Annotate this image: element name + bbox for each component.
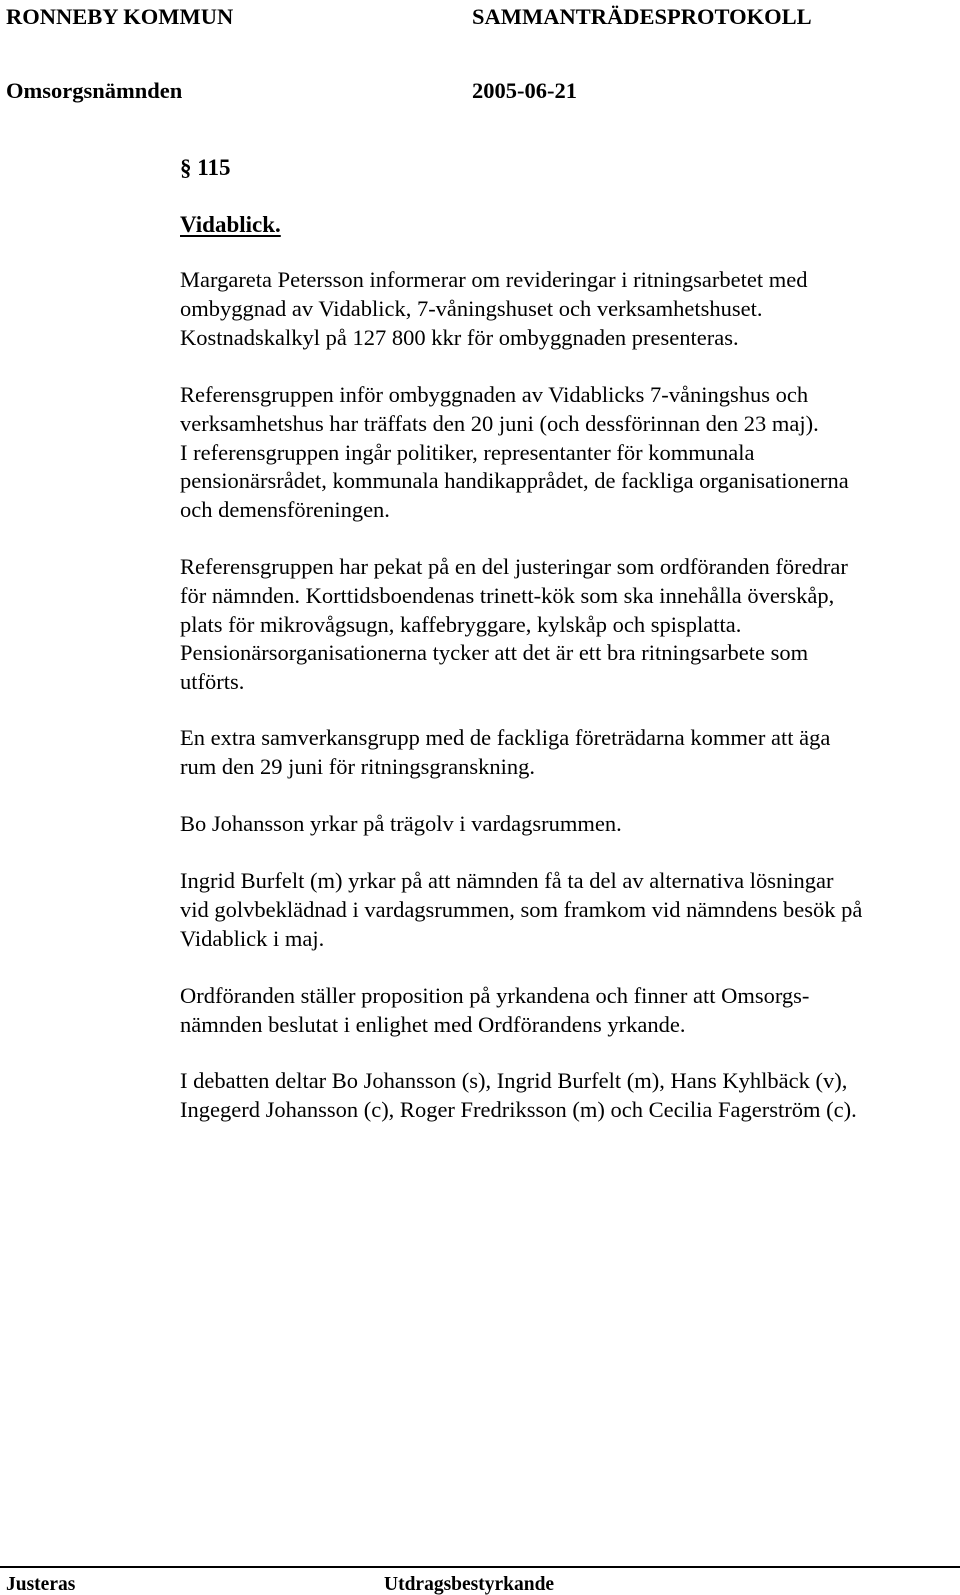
municipality-name: RONNEBY KOMMUN [6, 4, 234, 29]
document-type: SAMMANTRÄDESPROTOKOLL [472, 4, 812, 29]
meeting-date: 2005-06-21 [472, 78, 577, 103]
paragraph-7: Ordföranden ställer proposition på yrkandena och finner att Omsorgs- nämnden beslutat i enlighet med Ordförandens yrkande. [180, 983, 810, 1037]
footer-divider [0, 1566, 960, 1568]
paragraph-number: § 115 [180, 155, 231, 180]
paragraph-4: En extra samverkansgrupp med de fackliga företrädarna kommer att äga rum den 29 juni för ritningsgranskning. [180, 725, 831, 779]
paragraph-1: Margareta Petersson informerar om revideringar i ritningsarbetet med ombyggnad av Vidablick, 7-våningshuset och verksamhetshuset. Kostnadskalkyl på 127 800 kkr för ombyggnaden presenteras. [180, 267, 808, 350]
footer-justeras-label: Justeras [6, 1574, 76, 1595]
footer-utdragsbestyrkande-label: Utdragsbestyrkande [384, 1574, 555, 1595]
paragraph-6: Ingrid Burfelt (m) yrkar på att nämnden få ta del av alternativa lösningar vid golvbeklädnad i vardagsrummen, som framkom vid nämndens besök på Vidablick i maj. [180, 868, 863, 951]
committee-name: Omsorgsnämnden [6, 78, 183, 103]
paragraph-5: Bo Johansson yrkar på trägolv i vardagsrummen. [180, 811, 622, 836]
paragraph-3: Referensgruppen har pekat på en del justeringar som ordföranden föredrar för nämnden. Korttidsboendenas trinett-kök som ska innehålla överskåp, plats för mikrovågsugn, kaffebryggare, kylskåp och spisplatta. Pensionärsorganisationerna tycker att det är ett bra ritningsarbete som utförts. [180, 554, 848, 695]
section-heading: Vidablick. [180, 212, 281, 237]
paragraph-2: Referensgruppen inför ombyggnaden av Vidablicks 7-våningshus och verksamhetshus har träffats den 20 juni (och dessförinnan den 23 maj). I referensgruppen ingår politiker, representanter för kommunala pensionärsrådet, kommunala handikapprådet, de fackliga organisationerna och demensföreningen. [180, 382, 849, 523]
paragraph-8: I debatten deltar Bo Johansson (s), Ingrid Burfelt (m), Hans Kyhlbäck (v), Ingegerd Johansson (c), Roger Fredriksson (m) och Cecilia Fagerström (c). [180, 1068, 857, 1122]
